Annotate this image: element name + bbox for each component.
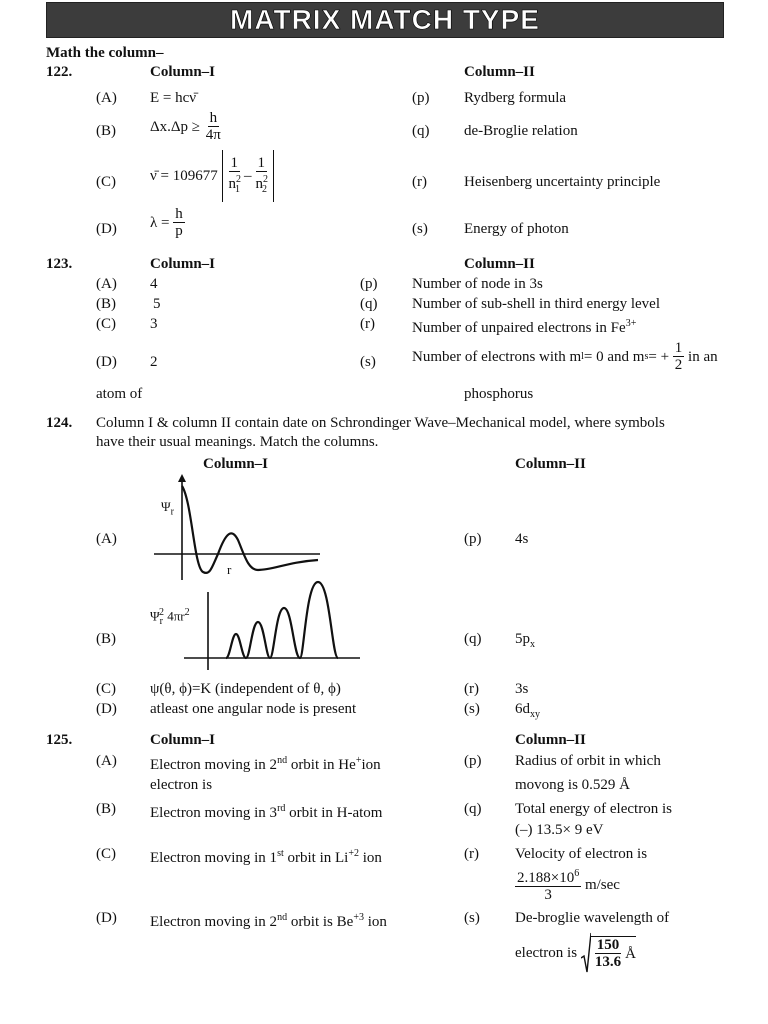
- q123-q-text: Number of sub-shell in third energy level: [412, 296, 660, 312]
- q122-b-den: 4π: [205, 127, 221, 143]
- q122-b-left: Δx.Δp ≥: [150, 118, 201, 135]
- q125-p-label: (p): [464, 753, 482, 769]
- q122-col1-heading: Column–I: [150, 64, 216, 80]
- q124-s-label: (s): [464, 701, 480, 717]
- q125-number: 125.: [46, 732, 73, 748]
- q122-p-label: (p): [412, 90, 430, 106]
- q125-a-text: Electron moving in 2nd orbit in He+ion: [150, 755, 381, 773]
- q124-r-label: (r): [464, 681, 479, 697]
- q125-p-text1: Radius of orbit in which: [515, 753, 661, 769]
- q123-d-value: 2: [150, 354, 158, 370]
- q124-r-answer: 3s: [515, 681, 529, 697]
- q125-q-text2: (–) 13.5× 9 eV: [515, 822, 604, 838]
- q124-col2-heading: Column–II: [515, 456, 586, 472]
- q124-s-answer: $6d_{xy}$: [515, 701, 540, 720]
- q122-a-label: (A): [96, 90, 117, 106]
- q125-col2-heading: Column–II: [515, 732, 586, 748]
- q122-c-label: (C): [96, 174, 116, 190]
- q124-c-text: ψ(θ, ϕ)=K (independent of θ, ϕ): [150, 681, 341, 697]
- q125-r-formula: $\frac{2.188\times 10^6}{3}$ m/sec: [517, 868, 620, 903]
- q122-p-text: Rydberg formula: [464, 90, 567, 106]
- q122-col2-heading: Column–II: [464, 64, 535, 80]
- q125-c-text: Electron moving in 1st orbit in $Li^{+2}$ ion: [150, 848, 382, 866]
- q124-col1-heading: Column–I: [203, 456, 269, 472]
- q125-d-text: Electron moving in 2nd orbit is $Be^{+3}$ ion: [150, 912, 387, 930]
- graph-b-curve: [226, 582, 338, 658]
- q123-col2-heading: Column–II: [464, 256, 535, 272]
- q125-p-text2: movong is 0.529 Å: [515, 777, 631, 793]
- q123-p-text: Number of node in 3s: [412, 276, 543, 292]
- q122-b-label: (B): [96, 123, 116, 139]
- q125-s-text1: De-broglie wavelength of: [515, 910, 670, 926]
- q123-c-value: 3: [150, 316, 158, 332]
- q123-p-label: (p): [360, 276, 378, 292]
- page-title: MATRIX MATCH TYPE: [230, 4, 540, 35]
- q124-q-answer: $5p_x$: [515, 631, 535, 650]
- q123-c-label: (C): [96, 316, 116, 332]
- q123-a-value: 4: [150, 276, 158, 292]
- q124-graph-b: [178, 572, 363, 672]
- q123-tail-left: atom of: [96, 386, 143, 402]
- q123-s-text: Number of electrons with m l = 0 and m s = + $\frac{1}{2}$ in an: [412, 340, 718, 373]
- graph-a-arrow: [178, 474, 186, 482]
- q124-line1: Column I & column II contain date on Schrondinger Wave–Mechanical model, where symbols: [96, 415, 665, 431]
- q122-c-bracket: $\frac{1}{n^2_1}$ – $\frac{1}{n^2_2}$: [222, 150, 275, 202]
- q123-r-label: (r): [360, 316, 375, 332]
- q123-s-label: (s): [360, 354, 376, 370]
- q123-col1-heading: Column–I: [150, 256, 216, 272]
- q125-c-label: (C): [96, 846, 116, 862]
- q125-s-label: (s): [464, 910, 480, 926]
- q122-s-text: Energy of photon: [464, 221, 569, 237]
- q125-q-text1: Total energy of electron is: [515, 801, 672, 817]
- q123-b-label: (B): [96, 296, 116, 312]
- q123-d-label: (D): [96, 354, 117, 370]
- graph-b-ylabel: $\Psi_r^2$ $4\pi r^2$: [150, 607, 190, 627]
- q124-p-answer: 4s: [515, 531, 529, 547]
- graph-a-xlabel: r: [227, 562, 232, 577]
- q124-d-label: (D): [96, 701, 117, 717]
- q124-c-label: (C): [96, 681, 116, 697]
- q122-c-left: ν̄ = 109677: [150, 168, 218, 184]
- q124-p-label: (p): [464, 531, 482, 547]
- q122-c-frac1: $\frac{1}{n^2_1}$: [228, 154, 241, 195]
- q125-a-text2: electron is: [150, 777, 213, 793]
- q122-a-formula: E = hcν̄: [150, 90, 197, 106]
- q122-c-formula: [150, 150, 274, 202]
- q124-q-label: (q): [464, 631, 482, 647]
- sqrt-symbol-icon: [581, 932, 591, 974]
- q124-line2: have their usual meanings. Match the columns.: [96, 434, 379, 450]
- q122-r-label: (r): [412, 174, 427, 190]
- q122-q-label: (q): [412, 123, 430, 139]
- q123-b-value: 5: [153, 296, 161, 312]
- q125-r-label: (r): [464, 846, 479, 862]
- q125-s-formula: electron is $\frac{150}{13.6}$ Å: [515, 932, 636, 974]
- q122-d-label: (D): [96, 221, 117, 237]
- q125-q-label: (q): [464, 801, 482, 817]
- q122-c-frac2: $\frac{1}{n^2_2}$: [255, 154, 268, 195]
- q124-graph-a: [148, 472, 323, 582]
- q123-a-label: (A): [96, 276, 117, 292]
- q124-d-text: atleast one angular node is present: [150, 701, 357, 717]
- q123-r-text: Number of unpaired electrons in $Fe^{3+}$: [412, 318, 637, 336]
- graph-a-curve: [182, 486, 318, 573]
- q123-tail-right: phosphorus: [464, 386, 534, 402]
- q123-q-label: (q): [360, 296, 378, 312]
- q122-number: 122.: [46, 64, 73, 80]
- q125-col1-heading: Column–I: [150, 732, 216, 748]
- q125-b-label: (B): [96, 801, 116, 817]
- q124-number: 124.: [46, 415, 73, 431]
- q122-s-label: (s): [412, 221, 428, 237]
- q124-b-label: (B): [96, 631, 116, 647]
- q122-d-formula: λ = $\frac{h}{p}$: [150, 206, 183, 239]
- title-banner: [46, 2, 724, 38]
- q125-a-label: (A): [96, 753, 117, 769]
- graph-a-ylabel: $\Psi_r$: [161, 499, 174, 518]
- q122-b-formula: [150, 110, 223, 143]
- q122-b-fraction: [204, 110, 223, 143]
- q122-b-num: h: [209, 110, 218, 126]
- intro-text: Math the column–: [46, 45, 164, 61]
- q122-r-text: Heisenberg uncertainty principle: [464, 174, 661, 190]
- q124-a-label: (A): [96, 531, 117, 547]
- q125-b-text: Electron moving in 3rd orbit in H-atom: [150, 803, 383, 821]
- q125-r-text1: Velocity of electron is: [515, 846, 648, 862]
- q122-q-text: de-Broglie relation: [464, 123, 578, 139]
- q123-number: 123.: [46, 256, 73, 272]
- q125-d-label: (D): [96, 910, 117, 926]
